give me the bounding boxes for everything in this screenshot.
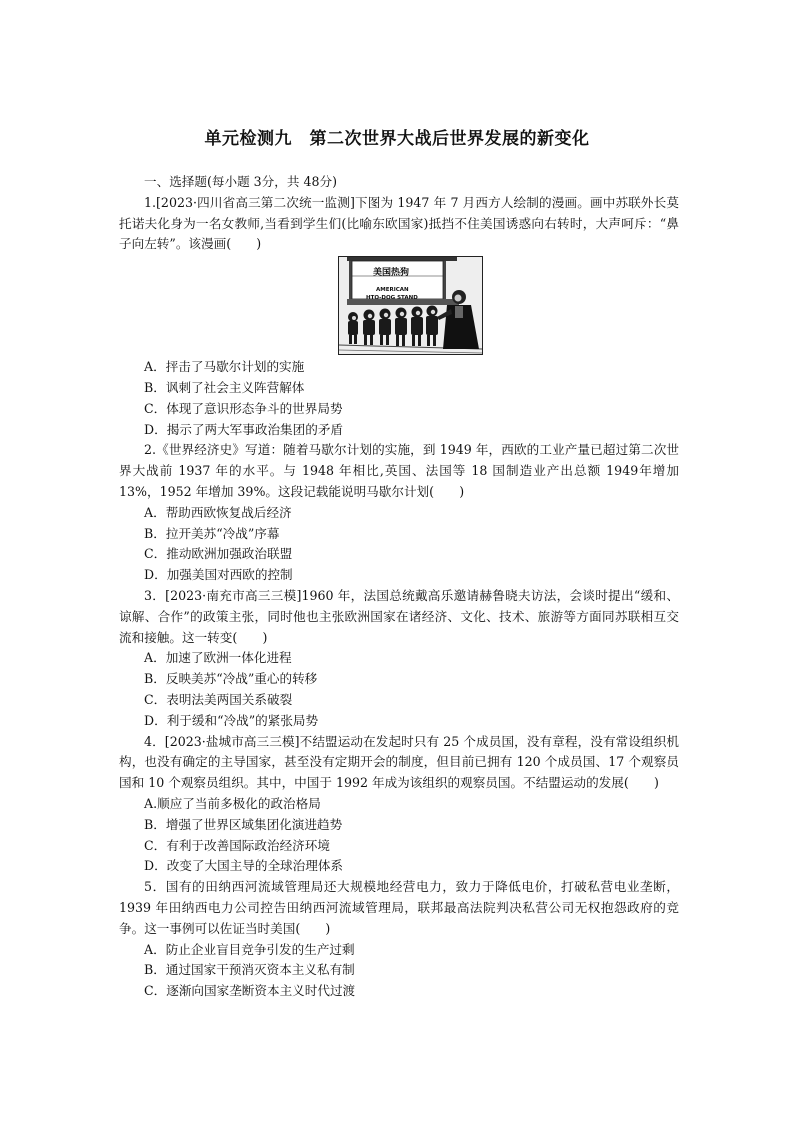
option-d: D．加强美国对西欧的控制 bbox=[144, 567, 293, 583]
option-b: B．反映美苏“冷战”重心的转移 bbox=[144, 671, 318, 687]
option-a: A．防止企业盲目竞争引发的生产过剩 bbox=[144, 941, 355, 957]
sign-english-line1: AMERICAN bbox=[376, 287, 409, 294]
question-2 bbox=[119, 440, 679, 586]
option-c: C．有利于改善国际政治经济环境 bbox=[144, 837, 330, 853]
option-c: C．逐渐向国家垄断资本主义时代过渡 bbox=[144, 983, 356, 999]
question-stem: 5．国有的田纳西河流域管理局还大规模地经营电力，致力于降低电价，打破私营电业垄断，1939 年田纳西电力公司控告田纳西河流域管理局，联邦最高法院判决私营公司无权抱怨政府的竞争。这一事例可以佐证当时美国( ) bbox=[119, 879, 679, 936]
question-stem: 2.《世界经济史》写道：随着马歇尔计划的实施，到 1949 年，西欧的工业产量已超过第二次世界大战前 1937 年的水平。与 1948 年相比,英国、法国等 18 国制造业产出总额 1949年增加 13%，1952 年增加 39%。这段记载能说明马歇尔计划( ) bbox=[119, 442, 679, 499]
option-b: B．拉开美苏“冷战”序幕 bbox=[144, 525, 280, 541]
option-c: C．体现了意识形态争斗的世界局势 bbox=[144, 400, 343, 416]
option-a: A．抨击了马歇尔计划的实施 bbox=[144, 359, 305, 375]
section-heading: 一、选择题(每小题 3分，共 48分) bbox=[144, 174, 337, 189]
option-a: A.顺应了当前多极化的政治格局 bbox=[144, 795, 321, 811]
cold-war-cartoon-image bbox=[338, 256, 483, 355]
option-a: A．帮助西欧恢复战后经济 bbox=[144, 504, 292, 520]
question-stem: 4．[2023·盐城市高三三模]不结盟运动在发起时只有 25 个成员国，没有章程，没有常设组织机构，也没有确定的主导国家，甚至没有定期开会的制度，但目前已拥有 120 个成员国、17 个观察员国和 10 个观察员组织。其中，中国于 1992 年成为该组织的观察员国。不结盟运动的发展( ) bbox=[119, 733, 679, 791]
question-5 bbox=[119, 877, 679, 1002]
question-stem: 1.[2023·四川省高三第二次统一监测]下图为 1947 年 7 月西方人绘制的漫画。画中苏联外长莫托诺夫化身为一名女教师,当看到学生们(比喻东欧国家)抵挡不住美国诱惑向右转时，大声呵斥：“鼻子向左转”。该漫画( ) bbox=[119, 194, 679, 252]
question-3 bbox=[119, 586, 679, 732]
question-stem: 3．[2023·南充市高三三模]1960 年，法国总统戴高乐邀请赫鲁晓夫访法，会谈时提出“缓和、谅解、合作”的政策主张，同时他也主张欧洲国家在诸经济、文化、技术、旅游等方面同苏联相互交流和接触。这一转变( ) bbox=[119, 587, 679, 645]
option-d: D．改变了大国主导的全球治理体系 bbox=[144, 858, 344, 874]
cartoon-figure-area bbox=[119, 256, 679, 354]
question-4 bbox=[119, 732, 679, 878]
option-c: C．推动欧洲加强政治联盟 bbox=[144, 546, 293, 562]
option-b: B．增强了世界区域集团化演进趋势 bbox=[144, 816, 343, 832]
page-title: 单元检测九 第二次世界大战后世界发展的新变化 bbox=[204, 129, 590, 149]
option-a: A．加速了欧洲一体化进程 bbox=[144, 650, 292, 666]
sign-english-line2: HTO-DOG STAND bbox=[366, 295, 418, 302]
option-b: B．通过国家干预消灭资本主义私有制 bbox=[144, 962, 355, 978]
option-d: D．利于缓和“冷战”的紧张局势 bbox=[144, 712, 319, 728]
sign-chinese-text: 美国热狗 bbox=[373, 268, 410, 279]
question-1 bbox=[119, 193, 679, 441]
question-list bbox=[119, 172, 679, 1002]
option-b: B．讽刺了社会主义阵营解体 bbox=[144, 379, 305, 395]
option-c: C．表明法美两国关系破裂 bbox=[144, 691, 293, 707]
option-d: D．揭示了两大军事政治集团的矛盾 bbox=[144, 421, 344, 437]
